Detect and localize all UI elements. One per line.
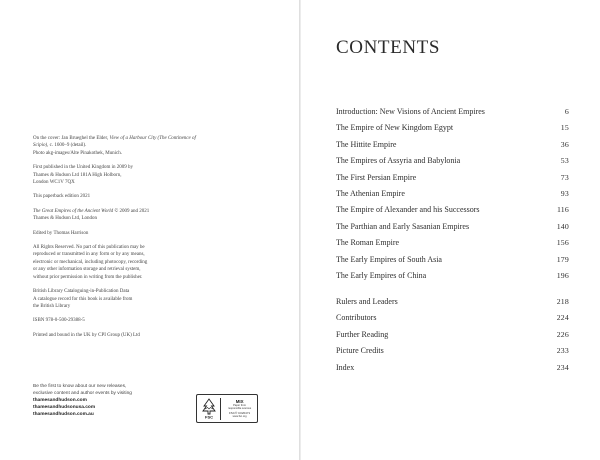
publisher-url[interactable]: thamesandhudson.com <box>33 398 87 404</box>
toc-entry-page: 156 <box>556 238 569 248</box>
toc-entry-title: The Parthian and Early Sasanian Empires <box>336 221 470 231</box>
publisher-url-au[interactable]: thamesandhudson.com.au <box>33 412 94 418</box>
fsc-code: FSC® C020471 <box>228 411 251 415</box>
rights-line: or any other information storage and retrieval system, <box>33 267 141 273</box>
toc-entry[interactable] <box>336 170 569 186</box>
toc-entry-title: The Empire of New Kingdom Egypt <box>336 123 454 133</box>
copyright-holder: Thames & Hudson Ltd, London <box>33 216 98 222</box>
printer-note: Printed and bound in the UK by CPI Group (UK) Ltd <box>33 332 140 338</box>
first-published-line: First published in the United Kingdom in 2009 by <box>33 165 133 171</box>
promo-line: exclusive content and author events by visiting <box>33 391 132 397</box>
toc-entry-title: Index <box>336 362 355 372</box>
isbn: ISBN 978-0-500-29388-5 <box>33 318 85 324</box>
fsc-logo-text: FSC <box>205 414 213 419</box>
toc-entry[interactable] <box>336 343 569 359</box>
toc-entry[interactable] <box>336 235 569 251</box>
rights-line: without prior permission in writing from the publisher. <box>33 274 143 280</box>
toc-entry-page: 53 <box>560 156 569 166</box>
toc-entry-title: The Empires of Assyria and Babylonia <box>336 156 461 166</box>
toc-entry[interactable] <box>336 268 569 284</box>
imprint-block <box>33 135 203 346</box>
toc-entry[interactable] <box>336 327 569 343</box>
copyright-page <box>0 0 299 460</box>
fsc-label <box>196 394 258 423</box>
copyright-notice <box>33 208 203 223</box>
toc-entry-title: The Early Empires of South Asia <box>336 254 442 264</box>
toc-entry[interactable] <box>336 186 569 202</box>
toc-entry-page: 196 <box>556 270 569 280</box>
toc-entry-page: 73 <box>560 172 569 182</box>
fsc-sources-line: responsible sources <box>228 407 252 410</box>
fsc-paper-line: Paper from <box>233 404 247 407</box>
toc-entry-title: The Roman Empire <box>336 238 400 248</box>
toc-entry-page: 116 <box>556 205 569 215</box>
page-title: CONTENTS <box>336 37 441 58</box>
fsc-text <box>224 399 256 418</box>
toc-entry-title: The Hittite Empire <box>336 139 397 149</box>
fsc-website: www.fsc.org <box>232 415 247 418</box>
toc-entry-title: Rulers and Leaders <box>336 297 398 306</box>
rights-line: All Rights Reserved. No part of this publication may be <box>33 245 145 251</box>
toc-entry-title: The First Persian Empire <box>336 172 417 182</box>
toc-entry[interactable] <box>336 219 569 235</box>
copyright-book-title: The Great Empires of the Ancient World <box>33 208 114 214</box>
toc-entry-page: 226 <box>556 329 569 339</box>
toc-entry[interactable] <box>336 104 569 120</box>
edition-note: This paperback edition 2021 <box>33 194 91 200</box>
toc-entry-page: 233 <box>556 346 569 356</box>
toc-chapters <box>336 104 569 284</box>
toc-back-matter <box>336 294 569 376</box>
promo-line: Be the first to know about our new releases, <box>33 384 127 389</box>
cover-credit <box>33 135 203 157</box>
toc-entry[interactable] <box>336 137 569 153</box>
toc-entry-page: 179 <box>556 254 569 264</box>
toc-entry[interactable] <box>336 202 569 218</box>
rights-line: electronic or mechanical, including photocopy, recording <box>33 259 148 265</box>
cip-line: the British Library <box>33 303 71 309</box>
rights-line: reproduced or transmitted in any form or by any means, <box>33 252 145 258</box>
toc-entry[interactable] <box>336 252 569 268</box>
cover-credit-prefix: On the cover: Jan Brueghel the Elder, <box>33 136 110 141</box>
toc-entry-page: 224 <box>556 313 569 323</box>
toc-entry[interactable] <box>336 310 569 326</box>
toc-entry-title: The Empire of Alexander and his Successors <box>336 205 480 215</box>
toc-entry[interactable] <box>336 120 569 136</box>
toc-entry-title: Contributors <box>336 313 377 323</box>
rights-statement <box>33 244 203 281</box>
toc-entry-title: The Athenian Empire <box>336 188 405 198</box>
toc-entry-page: 218 <box>556 297 569 306</box>
cover-photo-credit: Photo akg-images/Alte Pinakothek, Munich. <box>33 150 123 156</box>
toc-entry[interactable] <box>336 360 569 376</box>
copyright-years: © 2009 and 2021 <box>113 208 150 214</box>
editor-credit: Edited by Thomas Harrison <box>33 230 89 236</box>
toc-entry-page: 6 <box>564 107 569 116</box>
first-published <box>33 164 203 186</box>
toc-entry-title: Introduction: New Visions of Ancient Empires <box>336 107 485 116</box>
first-published-line: Thames & Hudson Ltd 181A High Holborn, <box>33 172 122 178</box>
cip-line: A catalogue record for this book is available from <box>33 296 133 302</box>
toc-entry-title: Further Reading <box>336 329 389 339</box>
toc-entry[interactable] <box>336 153 569 169</box>
cover-credit-suffix: , c. 1600–9 (detail). <box>47 143 87 149</box>
cip-line: British Library Cataloguing-in-Publication Data <box>33 289 130 295</box>
fsc-tree-logo-icon <box>201 398 217 420</box>
fsc-mix: MIX <box>235 399 244 404</box>
publisher-promo <box>33 383 183 418</box>
toc-entry-title: The Early Empires of China <box>336 270 427 280</box>
fsc-divider <box>220 398 221 420</box>
toc-entry-page: 93 <box>560 188 569 198</box>
toc-entry-title: Picture Credits <box>336 346 384 356</box>
toc-entry-page: 36 <box>560 139 569 149</box>
cip-data <box>33 288 203 310</box>
cover-credit-title: View of a Harbour City (The Continence of Scipio) <box>33 136 196 149</box>
first-published-line: London WC1V 7QX <box>33 180 75 186</box>
toc-entry-page: 234 <box>556 362 569 372</box>
toc-entry-page: 140 <box>556 221 569 231</box>
publisher-url-usa[interactable]: thamesandhudsonusa.com <box>33 405 96 411</box>
toc-entry-page: 15 <box>560 123 569 133</box>
toc-entry[interactable] <box>336 294 569 310</box>
